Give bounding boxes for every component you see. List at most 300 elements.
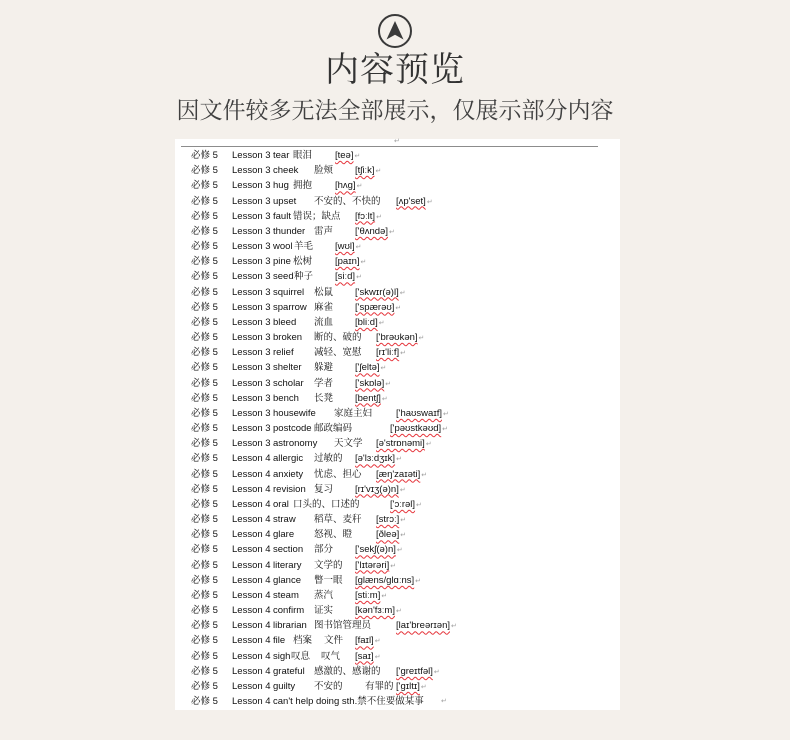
book-label: 必修 5: [191, 423, 218, 435]
vocab-meaning: 减轻、宽慰: [314, 347, 362, 359]
vocab-row: [175, 694, 620, 709]
vocab-row: [175, 542, 620, 557]
paragraph-mark-icon: [382, 395, 388, 403]
vocab-word: section: [273, 544, 304, 556]
vocab-meaning: 不安的、不快的: [314, 195, 381, 207]
book-label: 必修 5: [191, 589, 218, 601]
navigation-arrow-icon: [377, 13, 413, 49]
vocab-meaning: 脸颊: [314, 165, 334, 177]
paragraph-mark-icon: [416, 501, 422, 509]
vocab-word: postcode: [273, 423, 312, 435]
vocab-meaning: 断的、破的: [314, 332, 362, 344]
vocab-meaning: 羊毛: [294, 241, 314, 253]
vocab-row: [175, 360, 620, 375]
vocab-phonetic: ['spærəʊ]: [355, 301, 395, 313]
vocab-row: [175, 679, 620, 694]
lesson-label: Lesson 3: [232, 347, 271, 359]
vocab-word: confirm: [273, 605, 305, 617]
phonetic-cell: [355, 649, 381, 665]
vocab-row: [175, 163, 620, 178]
preview-notice: 因文件较多无法全部展示，仅展示部分内容: [176, 97, 614, 123]
vocab-phonetic: [rɪ'liːf]: [376, 347, 400, 359]
phonetic-cell: [355, 633, 381, 649]
vocab-row: [175, 406, 620, 421]
book-label: 必修 5: [191, 468, 218, 480]
phonetic-cell: [376, 345, 406, 361]
vocab-phonetic: [strɔː]: [376, 514, 400, 526]
lesson-label: Lesson 4: [232, 529, 271, 541]
vocab-phonetic: [bentʃ]: [355, 392, 381, 404]
lesson-label: Lesson 4: [232, 605, 271, 617]
lesson-label: Lesson 3: [232, 407, 271, 419]
vocab-phonetic: [ə'lɜːdʒɪk]: [355, 453, 396, 465]
book-label: 必修 5: [191, 392, 218, 404]
phonetic-cell: [390, 497, 422, 513]
lesson-label: Lesson 3: [232, 377, 271, 389]
vocab-row: [175, 239, 620, 254]
vocab-row: [175, 497, 620, 512]
vocab-word: steam: [273, 589, 299, 601]
vocab-phonetic: [glæns/glɑːns]: [355, 574, 415, 586]
vocab-word: file: [273, 635, 286, 647]
lesson-label: Lesson 4: [232, 498, 271, 510]
vocab-phonetic: ['lɪtərəri]: [355, 559, 390, 571]
vocab-phonetic: ['greɪtfəl]: [396, 665, 433, 677]
vocab-phonetic: ['ɔːrəl]: [390, 498, 416, 510]
vocab-word: revision: [273, 483, 306, 495]
vocab-word: housewife: [273, 407, 316, 419]
header-rule: [181, 146, 598, 147]
lesson-label: Lesson 4: [232, 665, 271, 677]
paragraph-mark-icon: [376, 213, 382, 221]
lesson-label: Lesson 3: [232, 438, 271, 450]
phonetic-cell: [335, 269, 362, 285]
vocab-phonetic: ['θʌndə]: [355, 225, 388, 237]
paragraph-mark-icon: [442, 425, 448, 433]
book-label: 必修 5: [191, 453, 218, 465]
vocab-word: grateful: [273, 665, 305, 677]
paragraph-mark-icon: [385, 380, 391, 388]
vocab-phonetic: [ðleə]: [376, 529, 400, 541]
vocab-phonetic: [kən'fɜːm]: [355, 605, 395, 617]
phonetic-cell: [396, 406, 449, 422]
lesson-label: Lesson 4: [232, 559, 271, 571]
vocab-row: [175, 148, 620, 163]
phonetic-cell: [396, 194, 433, 210]
vocab-row: [175, 421, 620, 436]
book-label: 必修 5: [191, 620, 218, 632]
vocab-word: sparrow: [273, 301, 307, 313]
vocab-row: [175, 558, 620, 573]
vocab-meaning: 长凳: [314, 392, 334, 404]
lesson-label: Lesson 4: [232, 620, 271, 632]
vocab-phonetic: ['ʃeltə]: [355, 362, 380, 374]
vocab-row: [175, 664, 620, 679]
phonetic-cell: [355, 588, 387, 604]
vocab-word: fault: [273, 210, 291, 222]
vocab-row: [175, 649, 620, 664]
vocab-meaning: 过敏的: [314, 453, 343, 465]
vocab-row: [175, 376, 620, 391]
vocab-word: sigh: [273, 650, 291, 662]
phonetic-cell: [335, 178, 362, 194]
vocab-meaning: 稻草、麦秆: [314, 514, 362, 526]
vocab-phonetic: [wʊl]: [335, 241, 355, 253]
book-label: 必修 5: [191, 544, 218, 556]
lesson-label: Lesson 4: [232, 589, 271, 601]
book-label: 必修 5: [191, 225, 218, 237]
book-label: 必修 5: [191, 165, 218, 177]
vocab-row: [175, 482, 620, 497]
phonetic-cell: [355, 603, 402, 619]
book-label: 必修 5: [191, 665, 218, 677]
vocab-phonetic: [laɪ'breərɪən]: [396, 620, 450, 632]
phonetic-cell: [355, 391, 388, 407]
vocab-word: shelter: [273, 362, 302, 374]
vocab-entry: [273, 694, 424, 709]
paragraph-mark-icon: [400, 516, 406, 524]
vocab-meaning: 松树: [293, 256, 313, 268]
vocab-row: [175, 633, 620, 648]
book-label: 必修 5: [191, 332, 218, 344]
vocab-row: [175, 178, 620, 193]
vocab-meaning: 天文学: [334, 438, 363, 450]
phonetic-cell: [355, 163, 381, 179]
phonetic-cell: [355, 224, 395, 240]
vocab-meaning: 感激的、感谢的: [314, 665, 381, 677]
book-label: 必修 5: [191, 696, 218, 708]
paragraph-mark-icon: [356, 243, 362, 251]
book-label: 必修 5: [191, 347, 218, 359]
vocab-meaning: 文件: [324, 635, 344, 647]
paragraph-mark-icon: [421, 471, 427, 479]
paragraph-mark-icon: [421, 683, 427, 691]
lesson-label: Lesson 3: [232, 180, 271, 192]
lesson-label: Lesson 3: [232, 210, 271, 222]
vocab-meaning: 叹息: [291, 650, 311, 662]
vocab-row: [175, 285, 620, 300]
lesson-label: Lesson 3: [232, 150, 271, 161]
phonetic-cell: [396, 664, 440, 680]
book-label: 必修 5: [191, 574, 218, 586]
lesson-label: Lesson 4: [232, 635, 271, 647]
vocab-meaning: 邮政编码: [314, 423, 353, 435]
vocab-meaning: 图书馆管理员: [314, 620, 372, 632]
phonetic-cell: [376, 330, 424, 346]
vocab-meaning: 种子: [294, 271, 314, 283]
lesson-label: Lesson 3: [232, 195, 271, 207]
book-label: 必修 5: [191, 407, 218, 419]
vocab-meaning: 叹气: [321, 650, 341, 662]
vocab-word: oral: [273, 498, 289, 510]
phonetic-cell: [335, 148, 360, 164]
vocab-meaning: 部分: [314, 544, 334, 556]
book-label: 必修 5: [191, 362, 218, 374]
paragraph-mark-icon: [375, 653, 381, 661]
lesson-label: Lesson 3: [232, 271, 271, 283]
vocab-word: straw: [273, 514, 296, 526]
vocab-word: cheek: [273, 165, 299, 177]
phonetic-cell: [355, 209, 382, 225]
book-label: 必修 5: [191, 180, 218, 192]
vocab-meaning: 松鼠: [314, 286, 334, 298]
vocab-row: [175, 618, 620, 633]
vocab-row: [175, 345, 620, 360]
paragraph-mark-icon: [400, 349, 406, 357]
paragraph-mark-icon: [395, 304, 401, 312]
vocab-word: squirrel: [273, 286, 305, 298]
phonetic-cell: [355, 360, 386, 376]
vocab-phonetic: [rɪ'vɪʒ(ə)n]: [355, 483, 399, 495]
paragraph-mark-icon: [434, 668, 440, 676]
book-label: 必修 5: [191, 210, 218, 222]
vocab-meaning: 口头的、口述的: [293, 498, 360, 510]
lesson-label: Lesson 4: [232, 696, 271, 708]
lesson-label: Lesson 4: [232, 574, 271, 586]
paragraph-mark-icon: [396, 455, 402, 463]
vocab-phonetic: ['skɒlə]: [355, 377, 385, 389]
vocab-meaning: 忧虑、担心: [314, 468, 362, 480]
lesson-label: Lesson 4: [232, 468, 271, 480]
lesson-label: Lesson 4: [232, 544, 271, 556]
paragraph-mark-icon: [451, 622, 457, 630]
vocab-row: [175, 603, 620, 618]
book-label: 必修 5: [191, 529, 218, 541]
vocab-word: guilty: [273, 680, 296, 692]
book-label: 必修 5: [191, 316, 218, 328]
lesson-label: Lesson 4: [232, 483, 271, 495]
vocab-meaning: 瞥一眼: [314, 574, 343, 586]
vocab-word: seed: [273, 271, 294, 283]
paragraph-mark-icon: [356, 273, 362, 281]
vocab-row: [175, 451, 620, 466]
vocab-meaning: 禁不住要做某事: [357, 696, 424, 708]
paragraph-mark-icon: [357, 182, 363, 190]
lesson-label: Lesson 3: [232, 332, 271, 344]
lesson-label: Lesson 4: [232, 514, 271, 526]
phonetic-cell: [355, 542, 403, 558]
vocab-word: bench: [273, 392, 299, 404]
book-label: 必修 5: [191, 195, 218, 207]
paragraph-mark-icon: [355, 152, 361, 160]
lesson-label: Lesson 3: [232, 316, 271, 328]
vocab-phonetic: ['haʊswaɪf]: [396, 407, 442, 419]
vocab-phonetic: ['pəʊstkəʊd]: [390, 423, 442, 435]
vocab-phonetic: ['skwɪr(ə)l]: [355, 286, 399, 298]
vocab-phonetic: ['gɪltɪ]: [396, 680, 420, 692]
vocab-meaning: 文学的: [314, 559, 343, 571]
vocab-row: [175, 512, 620, 527]
vocab-row: [175, 573, 620, 588]
vocab-phonetic: ['brəʊkən]: [376, 332, 418, 344]
vocab-phonetic: ['sekʃ(ə)n]: [355, 544, 396, 556]
book-label: 必修 5: [191, 377, 218, 389]
paragraph-mark-icon: [400, 486, 406, 494]
vocab-row: [175, 300, 620, 315]
vocab-row: [175, 467, 620, 482]
paragraph-mark-icon: [376, 167, 382, 175]
vocab-phonetic: [paɪn]: [335, 256, 360, 268]
phonetic-cell: [396, 618, 457, 634]
phonetic-cell: [376, 527, 406, 543]
book-label: 必修 5: [191, 241, 218, 253]
paragraph-mark-icon: [381, 364, 387, 372]
page-title: 内容预览: [325, 51, 465, 89]
vocab-meaning: 蒸汽: [314, 589, 334, 601]
vocab-phonetic: [fɔːlt]: [355, 210, 376, 222]
vocab-meaning: 怒视、瞪: [314, 529, 353, 541]
vocab-row: [175, 527, 620, 542]
vocab-word: literary: [273, 559, 302, 571]
book-label: 必修 5: [191, 256, 218, 268]
paragraph-mark-icon: [400, 289, 406, 297]
paragraph-mark-icon: [390, 562, 396, 570]
vocab-word: relief: [273, 347, 294, 359]
phonetic-cell: [335, 254, 366, 270]
paragraph-mark-icon: [379, 319, 385, 327]
vocab-meaning: 眼泪: [293, 150, 313, 161]
vocab-phonetic: [siːd]: [335, 271, 356, 283]
vocab-word: wool: [273, 241, 293, 253]
phonetic-cell: [355, 315, 385, 331]
phonetic-cell: [376, 467, 427, 483]
phonetic-cell: [396, 679, 427, 695]
lesson-label: Lesson 4: [232, 680, 271, 692]
vocab-meaning: 学者: [314, 377, 334, 389]
vocab-meaning: 不安的: [314, 680, 343, 692]
vocab-word: hug: [273, 180, 289, 192]
vocab-word: broken: [273, 332, 303, 344]
lesson-label: Lesson 3: [232, 392, 271, 404]
book-label: 必修 5: [191, 438, 218, 450]
vocab-meaning: 有罪的: [365, 680, 394, 692]
vocab-meaning: 家庭主妇: [334, 407, 373, 419]
vocab-word: anxiety: [273, 468, 304, 480]
vocab-row: [175, 269, 620, 284]
document-preview: [175, 139, 620, 710]
book-label: 必修 5: [191, 301, 218, 313]
phonetic-cell: [355, 573, 421, 589]
lesson-label: Lesson 4: [232, 453, 271, 465]
paragraph-mark-icon: [381, 592, 387, 600]
phonetic-cell: [376, 436, 432, 452]
paragraph-mark-icon: [361, 258, 367, 266]
lesson-label: Lesson 3: [232, 165, 271, 177]
paragraph-mark-icon: [397, 546, 403, 554]
vocab-phonetic: [ʌp'set]: [396, 195, 426, 207]
vocab-word: tear: [273, 150, 290, 161]
vocab-meaning: 复习: [314, 483, 334, 495]
vocab-row: [175, 588, 620, 603]
paragraph-mark-icon: [375, 637, 381, 645]
vocab-meaning: 错误；缺点: [293, 210, 341, 222]
book-label: 必修 5: [191, 635, 218, 647]
paragraph-mark-icon: [400, 531, 406, 539]
lesson-label: Lesson 3: [232, 256, 271, 268]
vocab-meaning: 雷声: [314, 225, 334, 237]
lesson-label: Lesson 3: [232, 301, 271, 313]
phonetic-cell: [355, 558, 396, 574]
book-label: 必修 5: [191, 286, 218, 298]
phonetic-cell: [355, 285, 406, 301]
vocab-meaning: 麻雀: [314, 301, 334, 313]
vocab-phonetic: [ə'strɒnəmi]: [376, 438, 425, 450]
vocab-word: upset: [273, 195, 297, 207]
phonetic-cell: [355, 451, 402, 467]
vocab-word: allergic: [273, 453, 304, 465]
phonetic-cell: [335, 239, 362, 255]
vocab-word: thunder: [273, 225, 306, 237]
phonetic-cell: [355, 300, 401, 316]
vocab-phonetic: [teə]: [335, 150, 354, 161]
vocab-phonetic: [tʃiːk]: [355, 165, 375, 177]
vocab-row: [175, 436, 620, 451]
phonetic-cell: [390, 421, 448, 437]
vocab-row: [175, 315, 620, 330]
book-label: 必修 5: [191, 498, 218, 510]
vocab-meaning: 档案: [293, 635, 313, 647]
book-label: 必修 5: [191, 559, 218, 571]
vocab-phonetic: [faɪl]: [355, 635, 374, 647]
book-label: 必修 5: [191, 150, 218, 161]
vocab-word: glance: [273, 574, 301, 586]
lesson-label: Lesson 3: [232, 362, 271, 374]
lesson-label: Lesson 3: [232, 423, 271, 435]
paragraph-mark-icon: [415, 577, 421, 585]
paragraph-mark-icon: [394, 136, 400, 146]
lesson-label: Lesson 3: [232, 225, 271, 237]
book-label: 必修 5: [191, 271, 218, 283]
lesson-label: Lesson 3: [232, 241, 271, 253]
vocab-word: pine: [273, 256, 291, 268]
paragraph-mark-icon: [389, 228, 395, 236]
vocab-phonetic: [stiːm]: [355, 589, 381, 601]
paragraph-mark-icon: [419, 334, 425, 342]
paragraph-mark-icon: [396, 607, 402, 615]
lesson-label: Lesson 3: [232, 286, 271, 298]
vocab-phonetic: [hʌg]: [335, 180, 356, 192]
paragraph-mark-icon: [441, 694, 447, 709]
vocab-meaning: 拥抱: [293, 180, 313, 192]
vocab-row: [175, 391, 620, 406]
phonetic-cell: [355, 376, 391, 392]
book-label: 必修 5: [191, 680, 218, 692]
paragraph-mark-icon: [426, 440, 432, 448]
phonetic-cell: [355, 482, 406, 498]
vocab-phonetic: [æŋ'zaɪəti]: [376, 468, 421, 480]
vocab-row: [175, 254, 620, 269]
vocab-row: [175, 209, 620, 224]
vocab-phonetic: [saɪ]: [355, 650, 374, 662]
vocab-word: can't help doing sth.: [273, 696, 358, 708]
book-label: 必修 5: [191, 605, 218, 617]
vocab-word: scholar: [273, 377, 304, 389]
vocab-word: bleed: [273, 316, 297, 328]
paragraph-mark-icon: [427, 198, 433, 206]
book-label: 必修 5: [191, 514, 218, 526]
vocab-phonetic: [bliːd]: [355, 316, 378, 328]
vocab-meaning: 证实: [314, 605, 334, 617]
vocab-word: glare: [273, 529, 295, 541]
paragraph-mark-icon: [443, 410, 449, 418]
vocab-word: astronomy: [273, 438, 318, 450]
vocab-row: [175, 194, 620, 209]
vocab-word: librarian: [273, 620, 307, 632]
vocab-row: [175, 224, 620, 239]
phonetic-cell: [376, 512, 406, 528]
book-label: 必修 5: [191, 650, 218, 662]
vocab-meaning: 流血: [314, 316, 334, 328]
